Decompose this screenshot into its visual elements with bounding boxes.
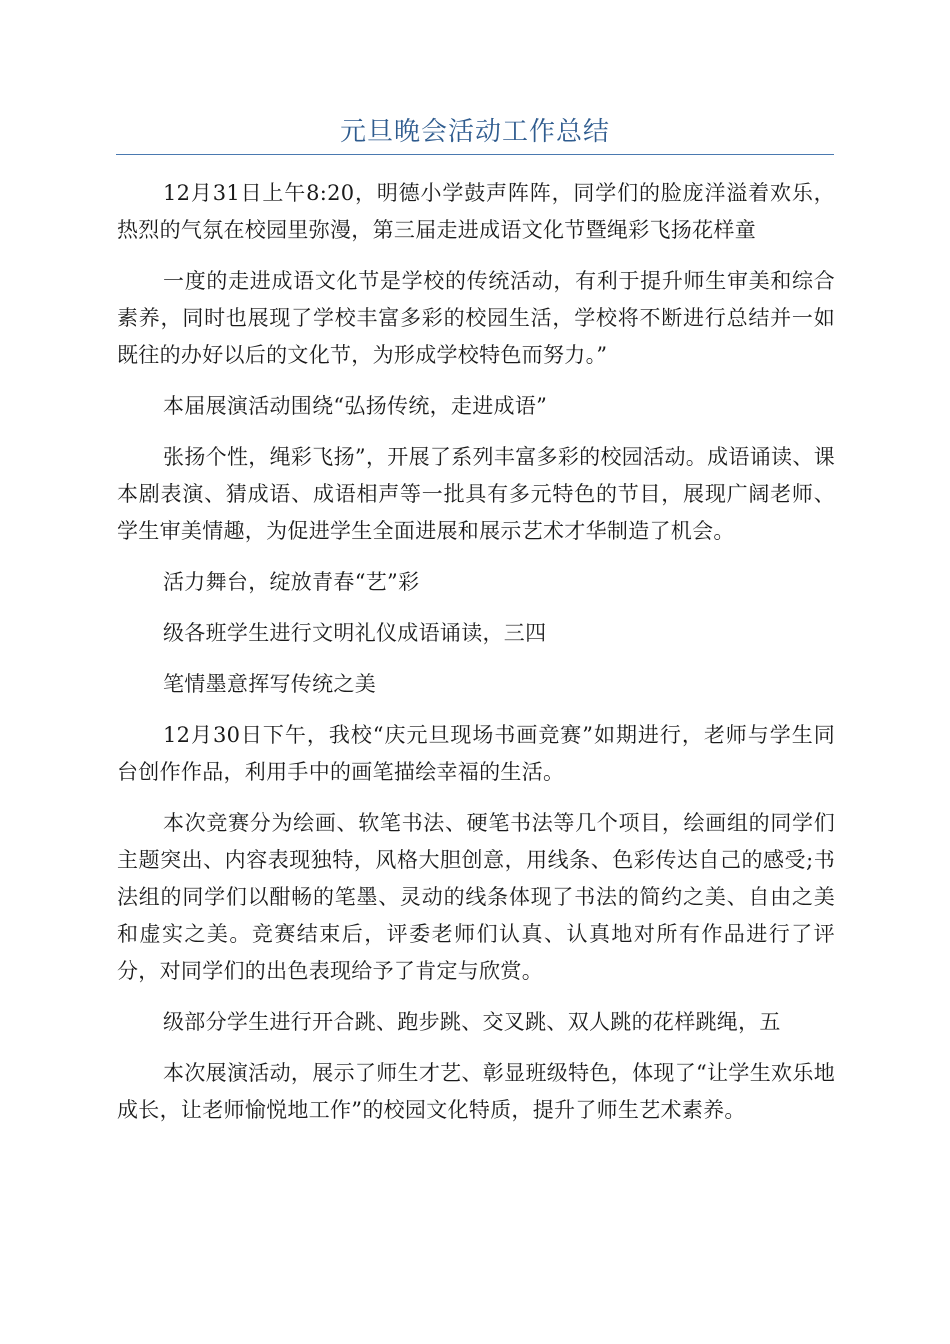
- paragraph-8: 12月30日下午，我校“庆元旦现场书画竞赛”如期进行，老师与学生同台创作作品，利用手中的画笔描绘幸福的生活。: [117, 723, 835, 784]
- paragraph-4: 张扬个性，绳彩飞扬”，开展了系列丰富多彩的校园活动。成语诵读、课本剧表演、猜成语、成语相声等一批具有多元特色的节目，展现广阔老师、学生审美情趣，为促进学生全面进展和展示艺术才华制造了机会。: [117, 445, 835, 543]
- paragraph-11: 本次展演活动，展示了师生才艺、彰显班级特色，体现了“让学生欢乐地成长，让老师愉悦地工作”的校园文化特质，提升了师生艺术素养。: [117, 1061, 835, 1122]
- paragraph-3: 本届展演活动围绕“弘扬传统，走进成语”: [163, 394, 548, 418]
- paragraph-7: 笔情墨意挥写传统之美: [163, 672, 376, 696]
- paragraph-6: 级各班学生进行文明礼仪成语诵读，三四: [163, 621, 547, 645]
- paragraph-10: 级部分学生进行开合跳、跑步跳、交叉跳、双人跳的花样跳绳，五: [163, 1010, 781, 1034]
- paragraph-9: 本次竞赛分为绘画、软笔书法、硬笔书法等几个项目，绘画组的同学们主题突出、内容表现独特，风格大胆创意，用线条、色彩传达自己的感受;书法组的同学们以酣畅的笔墨、灵动的线条体现了书法的简约之美、自由之美和虚实之美。竞赛结束后，评委老师们认真、认真地对所有作品进行了评分，对同学们的出色表现给予了肯定与欣赏。: [117, 811, 835, 983]
- document-body: [117, 175, 835, 1143]
- paragraph-5: 活力舞台，绽放青春“艺”彩: [163, 570, 420, 594]
- title-underline: [116, 154, 834, 155]
- paragraph-1: 12月31日上午8:20，明德小学鼓声阵阵，同学们的脸庞洋溢着欢乐，热烈的气氛在校园里弥漫，第三届走进成语文化节暨绳彩飞扬花样童: [117, 181, 835, 242]
- paragraph-2: 一度的走进成语文化节是学校的传统活动，有利于提升师生审美和综合素养，同时也展现了学校丰富多彩的校园生活，学校将不断进行总结并一如既往的办好以后的文化节，为形成学校特色而努力。”: [117, 269, 835, 367]
- document-title: 元旦晚会活动工作总结: [339, 117, 610, 147]
